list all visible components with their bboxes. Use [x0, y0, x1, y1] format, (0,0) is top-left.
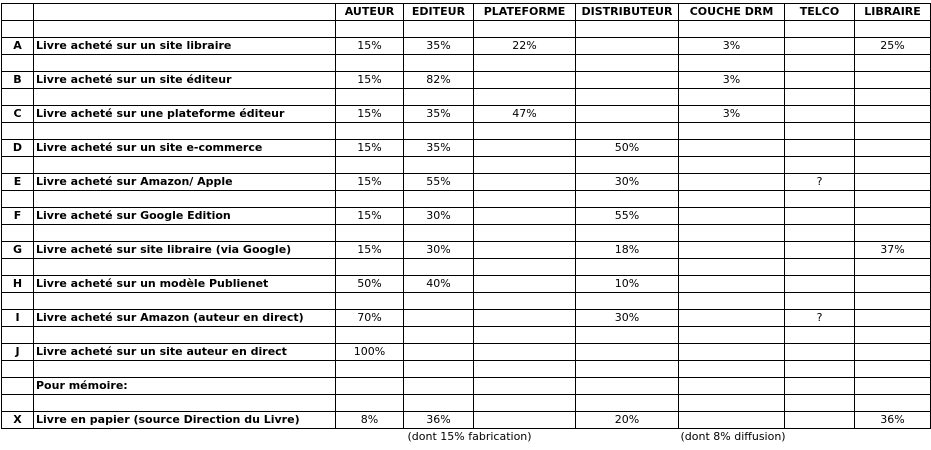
empty-cell[interactable]: [404, 293, 474, 310]
empty-cell[interactable]: [474, 55, 576, 72]
row-value[interactable]: [785, 38, 855, 55]
empty-cell[interactable]: [785, 191, 855, 208]
empty-cell[interactable]: [855, 191, 931, 208]
empty-cell[interactable]: [336, 395, 404, 412]
row-value[interactable]: 3%: [679, 106, 785, 123]
row-value[interactable]: 15%: [336, 106, 404, 123]
empty-cell[interactable]: [474, 293, 576, 310]
empty-cell[interactable]: [855, 395, 931, 412]
row-value[interactable]: [785, 242, 855, 259]
empty-cell[interactable]: [336, 21, 404, 38]
row-letter[interactable]: J: [2, 344, 34, 361]
row-label[interactable]: Livre acheté sur un modèle Publienet: [34, 276, 336, 293]
empty-cell[interactable]: [336, 327, 404, 344]
row-value[interactable]: [474, 208, 576, 225]
header-plateforme[interactable]: PLATEFORME: [474, 4, 576, 21]
row-letter[interactable]: E: [2, 174, 34, 191]
empty-cell[interactable]: [2, 293, 34, 310]
row-value[interactable]: 35%: [404, 106, 474, 123]
empty-cell[interactable]: [336, 429, 404, 446]
row-value[interactable]: [855, 106, 931, 123]
empty-cell[interactable]: [785, 55, 855, 72]
spacer-row: [2, 89, 931, 106]
empty-cell[interactable]: [34, 21, 336, 38]
row-value[interactable]: [855, 378, 931, 395]
row-label[interactable]: Livre acheté sur un site e-commerce: [34, 140, 336, 157]
row-value[interactable]: 22%: [474, 38, 576, 55]
empty-cell[interactable]: [404, 327, 474, 344]
empty-cell[interactable]: [576, 55, 679, 72]
table-row: [2, 378, 931, 395]
empty-cell[interactable]: [679, 89, 785, 106]
row-value[interactable]: [855, 140, 931, 157]
empty-cell[interactable]: [576, 259, 679, 276]
row-value[interactable]: [474, 72, 576, 89]
row-value[interactable]: [474, 140, 576, 157]
row-label[interactable]: Livre acheté sur Google Edition: [34, 208, 336, 225]
row-value[interactable]: [855, 276, 931, 293]
empty-cell[interactable]: [336, 123, 404, 140]
row-value[interactable]: [576, 344, 679, 361]
royalty-split-table: [1, 3, 931, 445]
row-label[interactable]: Livre acheté sur un site éditeur: [34, 72, 336, 89]
row-value[interactable]: ?: [785, 174, 855, 191]
table-row: [2, 242, 931, 259]
spacer-row: [2, 327, 931, 344]
note-editeur[interactable]: (dont 15% fabrication): [407, 430, 532, 443]
empty-cell[interactable]: [336, 157, 404, 174]
row-value[interactable]: [474, 310, 576, 327]
row-letter[interactable]: F: [2, 208, 34, 225]
row-value[interactable]: [855, 174, 931, 191]
row-value[interactable]: [679, 378, 785, 395]
row-value[interactable]: [679, 208, 785, 225]
row-value[interactable]: [474, 378, 576, 395]
empty-cell[interactable]: [2, 225, 34, 242]
empty-cell[interactable]: [34, 225, 336, 242]
empty-cell[interactable]: [679, 293, 785, 310]
empty-cell[interactable]: [576, 395, 679, 412]
empty-cell[interactable]: [855, 361, 931, 378]
table-row: [2, 174, 931, 191]
row-value[interactable]: 25%: [855, 38, 931, 55]
row-value[interactable]: [474, 344, 576, 361]
row-letter[interactable]: G: [2, 242, 34, 259]
empty-cell[interactable]: [474, 123, 576, 140]
empty-cell[interactable]: [2, 395, 34, 412]
empty-cell[interactable]: [34, 259, 336, 276]
spacer-row: [2, 361, 931, 378]
empty-cell[interactable]: [404, 89, 474, 106]
row-value[interactable]: [576, 38, 679, 55]
row-value[interactable]: [404, 310, 474, 327]
empty-cell[interactable]: [785, 259, 855, 276]
empty-cell[interactable]: [34, 89, 336, 106]
header-distributeur[interactable]: DISTRIBUTEUR: [576, 4, 679, 21]
empty-cell[interactable]: [785, 327, 855, 344]
row-value[interactable]: [336, 378, 404, 395]
empty-cell[interactable]: [404, 123, 474, 140]
row-letter[interactable]: H: [2, 276, 34, 293]
row-value[interactable]: 10%: [576, 276, 679, 293]
empty-cell[interactable]: [855, 327, 931, 344]
row-value[interactable]: [576, 378, 679, 395]
row-label[interactable]: Livre acheté sur Amazon/ Apple: [34, 174, 336, 191]
empty-cell[interactable]: [2, 123, 34, 140]
empty-cell[interactable]: [404, 21, 474, 38]
empty-cell[interactable]: [2, 21, 34, 38]
row-value[interactable]: [855, 310, 931, 327]
row-value[interactable]: 15%: [336, 174, 404, 191]
empty-cell[interactable]: [855, 225, 931, 242]
row-label[interactable]: Livre acheté sur un site auteur en direct: [34, 344, 336, 361]
empty-cell[interactable]: [576, 225, 679, 242]
row-value[interactable]: [576, 72, 679, 89]
row-value[interactable]: [855, 72, 931, 89]
row-value[interactable]: 35%: [404, 38, 474, 55]
row-value[interactable]: 18%: [576, 242, 679, 259]
row-label[interactable]: Livre acheté sur une plateforme éditeur: [34, 106, 336, 123]
spacer-row: [2, 191, 931, 208]
empty-cell[interactable]: [474, 191, 576, 208]
row-value[interactable]: 35%: [404, 140, 474, 157]
spacer-row: [2, 157, 931, 174]
row-value[interactable]: [679, 242, 785, 259]
empty-cell[interactable]: [2, 327, 34, 344]
empty-cell[interactable]: [679, 395, 785, 412]
row-value[interactable]: [785, 378, 855, 395]
header-editeur[interactable]: EDITEUR: [404, 4, 474, 21]
empty-cell[interactable]: [679, 55, 785, 72]
empty-cell[interactable]: [474, 327, 576, 344]
empty-cell[interactable]: [336, 361, 404, 378]
notes-row: [2, 429, 931, 446]
spacer-row: [2, 21, 931, 38]
empty-cell[interactable]: [576, 293, 679, 310]
header-label-col[interactable]: [34, 4, 336, 21]
row-label[interactable]: Livre acheté sur Amazon (auteur en direct): [34, 310, 336, 327]
empty-cell[interactable]: [785, 293, 855, 310]
spacer-row: [2, 123, 931, 140]
empty-cell[interactable]: [336, 191, 404, 208]
empty-cell[interactable]: [855, 89, 931, 106]
empty-cell[interactable]: [404, 157, 474, 174]
empty-cell[interactable]: [474, 395, 576, 412]
row-letter[interactable]: D: [2, 140, 34, 157]
row-value[interactable]: 30%: [404, 208, 474, 225]
empty-cell[interactable]: [2, 89, 34, 106]
row-value[interactable]: [785, 208, 855, 225]
header-auteur[interactable]: AUTEUR: [336, 4, 404, 21]
row-letter[interactable]: B: [2, 72, 34, 89]
row-value[interactable]: [474, 412, 576, 429]
table-row: [2, 208, 931, 225]
empty-cell[interactable]: [474, 259, 576, 276]
empty-cell[interactable]: [785, 21, 855, 38]
empty-cell[interactable]: [2, 429, 34, 446]
table-row: [2, 412, 931, 429]
row-value[interactable]: 8%: [336, 412, 404, 429]
empty-cell[interactable]: [474, 225, 576, 242]
row-letter[interactable]: C: [2, 106, 34, 123]
empty-cell[interactable]: [2, 361, 34, 378]
row-value[interactable]: [785, 276, 855, 293]
header-telco[interactable]: TELCO: [785, 4, 855, 21]
empty-cell[interactable]: [576, 361, 679, 378]
empty-cell[interactable]: [474, 89, 576, 106]
row-value[interactable]: ?: [785, 310, 855, 327]
row-value[interactable]: [679, 174, 785, 191]
empty-cell[interactable]: [576, 157, 679, 174]
row-value[interactable]: [785, 412, 855, 429]
table-row: [2, 344, 931, 361]
empty-cell[interactable]: [785, 157, 855, 174]
row-value[interactable]: [855, 208, 931, 225]
empty-cell[interactable]: [336, 293, 404, 310]
empty-cell[interactable]: [576, 123, 679, 140]
row-value[interactable]: [855, 344, 931, 361]
row-value[interactable]: 3%: [679, 38, 785, 55]
empty-cell[interactable]: [336, 55, 404, 72]
empty-cell[interactable]: [404, 361, 474, 378]
empty-cell[interactable]: [855, 123, 931, 140]
empty-cell[interactable]: [34, 191, 336, 208]
empty-cell[interactable]: [855, 259, 931, 276]
spacer-row: [2, 55, 931, 72]
empty-cell[interactable]: [855, 157, 931, 174]
empty-cell[interactable]: [785, 395, 855, 412]
empty-cell[interactable]: [34, 293, 336, 310]
empty-cell[interactable]: [679, 327, 785, 344]
empty-cell[interactable]: [34, 429, 336, 446]
row-value[interactable]: 82%: [404, 72, 474, 89]
empty-cell[interactable]: [34, 327, 336, 344]
empty-cell[interactable]: [679, 123, 785, 140]
empty-cell[interactable]: [2, 157, 34, 174]
empty-cell[interactable]: [404, 191, 474, 208]
table-row: [2, 140, 931, 157]
row-value[interactable]: [679, 344, 785, 361]
empty-cell[interactable]: [336, 259, 404, 276]
row-label[interactable]: Livre acheté sur site libraire (via Google): [34, 242, 336, 259]
empty-cell[interactable]: [34, 123, 336, 140]
row-label[interactable]: Livre en papier (source Direction du Livre): [34, 412, 336, 429]
row-value[interactable]: [404, 344, 474, 361]
row-value[interactable]: 36%: [855, 412, 931, 429]
empty-cell[interactable]: [785, 123, 855, 140]
row-value[interactable]: 15%: [336, 242, 404, 259]
table-row: [2, 276, 931, 293]
spacer-row: [2, 259, 931, 276]
header-row: [2, 4, 931, 21]
empty-cell[interactable]: [404, 225, 474, 242]
empty-cell[interactable]: [576, 191, 679, 208]
row-value[interactable]: 3%: [679, 72, 785, 89]
row-value[interactable]: [679, 276, 785, 293]
row-value[interactable]: [679, 310, 785, 327]
header-couche-drm[interactable]: COUCHE DRM: [679, 4, 785, 21]
row-value[interactable]: 20%: [576, 412, 679, 429]
empty-cell[interactable]: [34, 361, 336, 378]
row-value[interactable]: 15%: [336, 72, 404, 89]
row-value[interactable]: [679, 140, 785, 157]
empty-cell[interactable]: [679, 361, 785, 378]
row-value[interactable]: [474, 174, 576, 191]
spacer-row: [2, 293, 931, 310]
row-value[interactable]: [576, 106, 679, 123]
row-value[interactable]: [785, 72, 855, 89]
table-row: [2, 72, 931, 89]
row-value[interactable]: [785, 344, 855, 361]
row-value[interactable]: 15%: [336, 38, 404, 55]
table-row: [2, 310, 931, 327]
empty-cell[interactable]: [404, 395, 474, 412]
empty-cell[interactable]: [474, 157, 576, 174]
row-label[interactable]: Livre acheté sur un site libraire: [34, 38, 336, 55]
empty-cell[interactable]: [785, 361, 855, 378]
row-value[interactable]: 36%: [404, 412, 474, 429]
empty-cell[interactable]: [34, 55, 336, 72]
row-value[interactable]: [474, 242, 576, 259]
row-value[interactable]: 50%: [576, 140, 679, 157]
empty-cell[interactable]: [855, 55, 931, 72]
empty-cell[interactable]: [474, 21, 576, 38]
row-value[interactable]: 40%: [404, 276, 474, 293]
header-libraire[interactable]: LIBRAIRE: [855, 4, 931, 21]
empty-cell[interactable]: [679, 259, 785, 276]
row-value[interactable]: [474, 276, 576, 293]
empty-cell[interactable]: [2, 191, 34, 208]
table-row: [2, 38, 931, 55]
row-letter[interactable]: A: [2, 38, 34, 55]
empty-cell[interactable]: [679, 225, 785, 242]
empty-cell[interactable]: [855, 293, 931, 310]
spacer-row: [2, 225, 931, 242]
spacer-row: [2, 395, 931, 412]
row-value[interactable]: 47%: [474, 106, 576, 123]
row-value[interactable]: 15%: [336, 140, 404, 157]
empty-cell[interactable]: [679, 157, 785, 174]
empty-cell[interactable]: [855, 21, 931, 38]
empty-cell[interactable]: [2, 55, 34, 72]
empty-cell[interactable]: [34, 157, 336, 174]
header-corner[interactable]: [2, 4, 34, 21]
empty-cell[interactable]: [576, 21, 679, 38]
row-value[interactable]: 15%: [336, 208, 404, 225]
row-value[interactable]: 100%: [336, 344, 404, 361]
empty-cell[interactable]: [336, 89, 404, 106]
empty-cell[interactable]: [336, 225, 404, 242]
row-value[interactable]: 30%: [404, 242, 474, 259]
row-value[interactable]: 50%: [336, 276, 404, 293]
empty-cell[interactable]: [679, 21, 785, 38]
row-value[interactable]: 30%: [576, 310, 679, 327]
empty-cell[interactable]: [785, 225, 855, 242]
row-letter[interactable]: X: [2, 412, 34, 429]
row-value[interactable]: 70%: [336, 310, 404, 327]
row-letter[interactable]: [2, 378, 34, 395]
row-value[interactable]: 55%: [576, 208, 679, 225]
table-row: [2, 106, 931, 123]
empty-cell[interactable]: [576, 89, 679, 106]
empty-cell[interactable]: [474, 361, 576, 378]
row-value[interactable]: [785, 106, 855, 123]
row-value[interactable]: 55%: [404, 174, 474, 191]
row-label[interactable]: Pour mémoire:: [34, 378, 336, 395]
row-value[interactable]: [679, 412, 785, 429]
row-letter[interactable]: I: [2, 310, 34, 327]
empty-cell[interactable]: [404, 55, 474, 72]
row-value[interactable]: [404, 378, 474, 395]
row-value[interactable]: 30%: [576, 174, 679, 191]
empty-cell[interactable]: [2, 259, 34, 276]
note-distributeur[interactable]: (dont 8% diffusion): [680, 430, 786, 443]
empty-cell[interactable]: [679, 191, 785, 208]
row-value[interactable]: 37%: [855, 242, 931, 259]
empty-cell[interactable]: [34, 395, 336, 412]
empty-cell[interactable]: [785, 89, 855, 106]
empty-cell[interactable]: [404, 259, 474, 276]
empty-cell[interactable]: [576, 327, 679, 344]
row-value[interactable]: [785, 140, 855, 157]
